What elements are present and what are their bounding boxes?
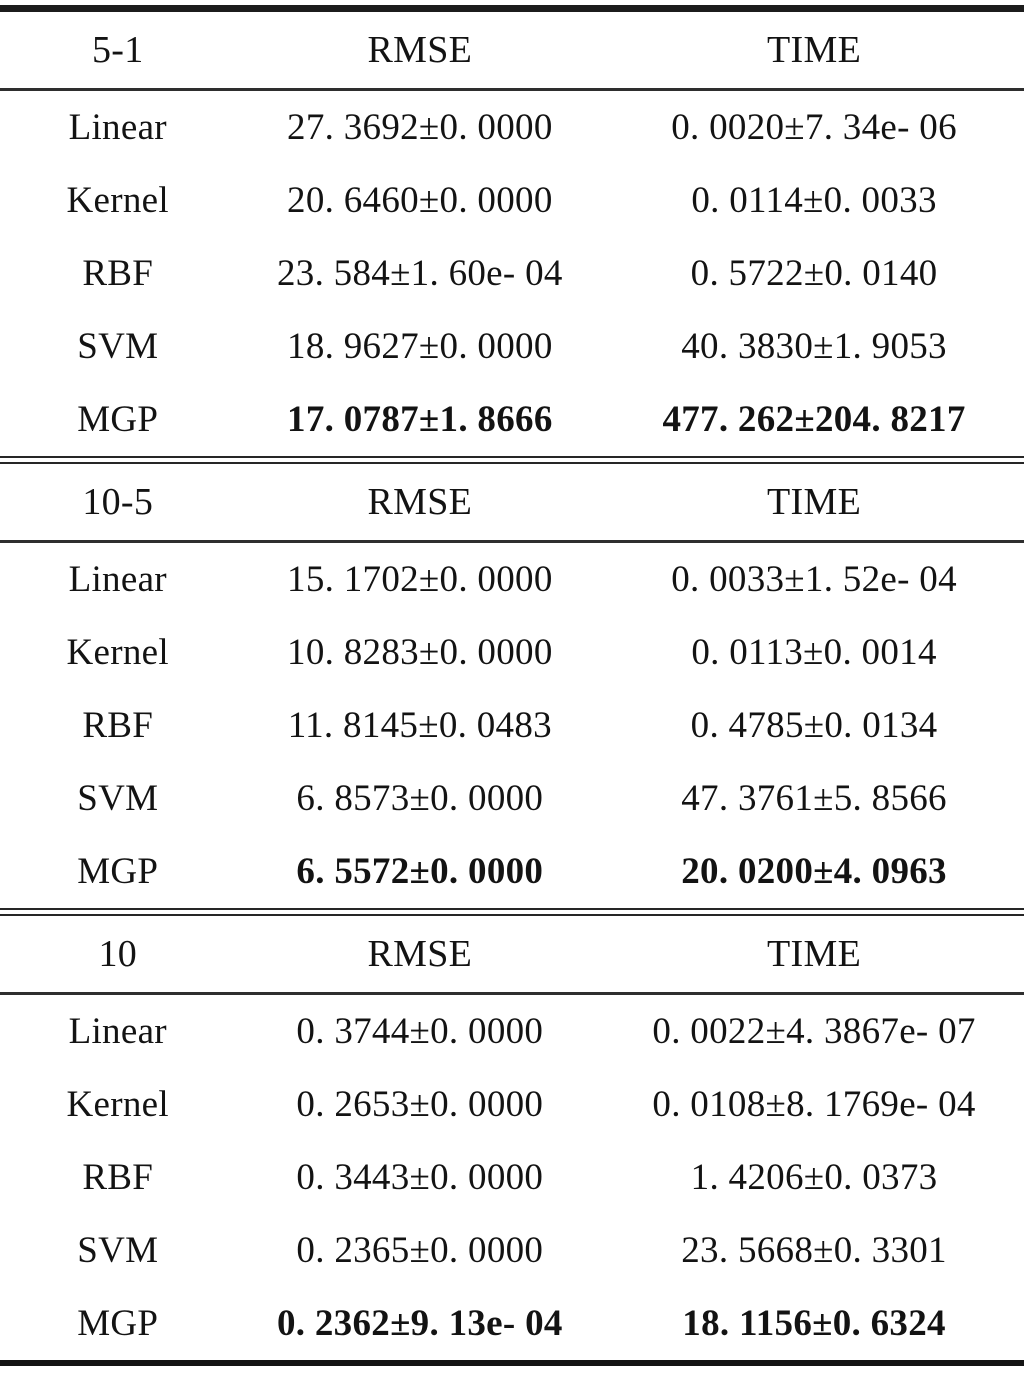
table-row-kernel <box>0 616 1024 689</box>
table-row-svm <box>0 310 1024 383</box>
table-row-rbf <box>0 689 1024 762</box>
model-name-cell: SVM <box>77 778 159 819</box>
time-value-cell: 1. 4206±0. 0373 <box>690 1157 938 1198</box>
time-value-cell: 0. 0108±8. 1769e- 04 <box>652 1084 976 1125</box>
rmse-value-cell: 0. 2365±0. 0000 <box>296 1230 544 1271</box>
rmse-column-header: RMSE <box>367 29 473 71</box>
rmse-column-header: RMSE <box>367 481 473 523</box>
section-header-row <box>0 916 1024 992</box>
time-value-cell: 40. 3830±1. 9053 <box>681 326 947 367</box>
table-row-mgp <box>0 1287 1024 1360</box>
model-name-cell: RBF <box>82 705 154 746</box>
table-row-mgp <box>0 383 1024 456</box>
rmse-value-cell: 0. 2362±9. 13e- 04 <box>276 1303 563 1344</box>
model-name-cell: MGP <box>77 1303 159 1344</box>
table-row-svm <box>0 762 1024 835</box>
section-label: 10 <box>98 933 138 975</box>
table-row-svm <box>0 1214 1024 1287</box>
table-row-kernel <box>0 164 1024 237</box>
rmse-value-cell: 18. 9627±0. 0000 <box>287 326 553 367</box>
time-column-header: TIME <box>767 29 862 71</box>
time-value-cell: 0. 0020±7. 34e- 06 <box>671 107 957 148</box>
rmse-value-cell: 15. 1702±0. 0000 <box>287 559 553 600</box>
time-value-cell: 18. 1156±0. 6324 <box>682 1303 946 1344</box>
table-row-linear <box>0 543 1024 616</box>
table-bottom-border <box>0 1360 1024 1366</box>
model-name-cell: MGP <box>77 399 159 440</box>
time-value-cell: 477. 262±204. 8217 <box>662 399 966 440</box>
model-name-cell: Linear <box>68 107 167 148</box>
time-column-header: TIME <box>767 933 862 975</box>
table-row-kernel <box>0 1068 1024 1141</box>
section-label: 10-5 <box>82 481 154 523</box>
time-column-header: TIME <box>767 481 862 523</box>
model-name-cell: RBF <box>82 1157 154 1198</box>
rmse-value-cell: 20. 6460±0. 0000 <box>287 180 553 221</box>
table-section-10-5 <box>0 464 1024 908</box>
model-name-cell: Kernel <box>66 632 169 673</box>
section-label: 5-1 <box>91 29 144 71</box>
section-divider <box>0 908 1024 916</box>
time-value-cell: 0. 4785±0. 0134 <box>690 705 938 746</box>
model-name-cell: SVM <box>77 1230 159 1271</box>
model-name-cell: Linear <box>68 559 167 600</box>
time-value-cell: 0. 0033±1. 52e- 04 <box>671 559 957 600</box>
model-name-cell: Kernel <box>66 180 169 221</box>
rmse-value-cell: 6. 8573±0. 0000 <box>296 778 544 819</box>
table-top-border <box>0 5 1024 12</box>
time-value-cell: 47. 3761±5. 8566 <box>681 778 947 819</box>
table-row-linear <box>0 91 1024 164</box>
time-value-cell: 23. 5668±0. 3301 <box>681 1230 947 1271</box>
rmse-value-cell: 6. 5572±0. 0000 <box>296 851 544 892</box>
model-name-cell: MGP <box>77 851 159 892</box>
table-row-rbf <box>0 237 1024 310</box>
rmse-value-cell: 23. 584±1. 60e- 04 <box>276 253 563 294</box>
time-value-cell: 0. 5722±0. 0140 <box>690 253 938 294</box>
model-name-cell: Linear <box>68 1011 167 1052</box>
section-header-row <box>0 464 1024 540</box>
section-header-row <box>0 12 1024 88</box>
rmse-value-cell: 0. 2653±0. 0000 <box>296 1084 544 1125</box>
rmse-value-cell: 10. 8283±0. 0000 <box>287 632 553 673</box>
table-row-mgp <box>0 835 1024 908</box>
section-divider <box>0 456 1024 464</box>
table-row-linear <box>0 995 1024 1068</box>
model-name-cell: SVM <box>77 326 159 367</box>
time-value-cell: 20. 0200±4. 0963 <box>681 851 947 892</box>
model-name-cell: Kernel <box>66 1084 169 1125</box>
rmse-value-cell: 0. 3443±0. 0000 <box>296 1157 544 1198</box>
rmse-value-cell: 27. 3692±0. 0000 <box>287 107 553 148</box>
rmse-value-cell: 0. 3744±0. 0000 <box>296 1011 544 1052</box>
rmse-value-cell: 17. 0787±1. 8666 <box>287 399 553 440</box>
time-value-cell: 0. 0022±4. 3867e- 07 <box>652 1011 976 1052</box>
table-row-rbf <box>0 1141 1024 1214</box>
time-value-cell: 0. 0113±0. 0014 <box>691 632 937 673</box>
table-section-5-1 <box>0 12 1024 456</box>
model-name-cell: RBF <box>82 253 154 294</box>
rmse-value-cell: 11. 8145±0. 0483 <box>287 705 552 746</box>
time-value-cell: 0. 0114±0. 0033 <box>691 180 937 221</box>
table-section-10 <box>0 916 1024 1360</box>
rmse-column-header: RMSE <box>367 933 473 975</box>
